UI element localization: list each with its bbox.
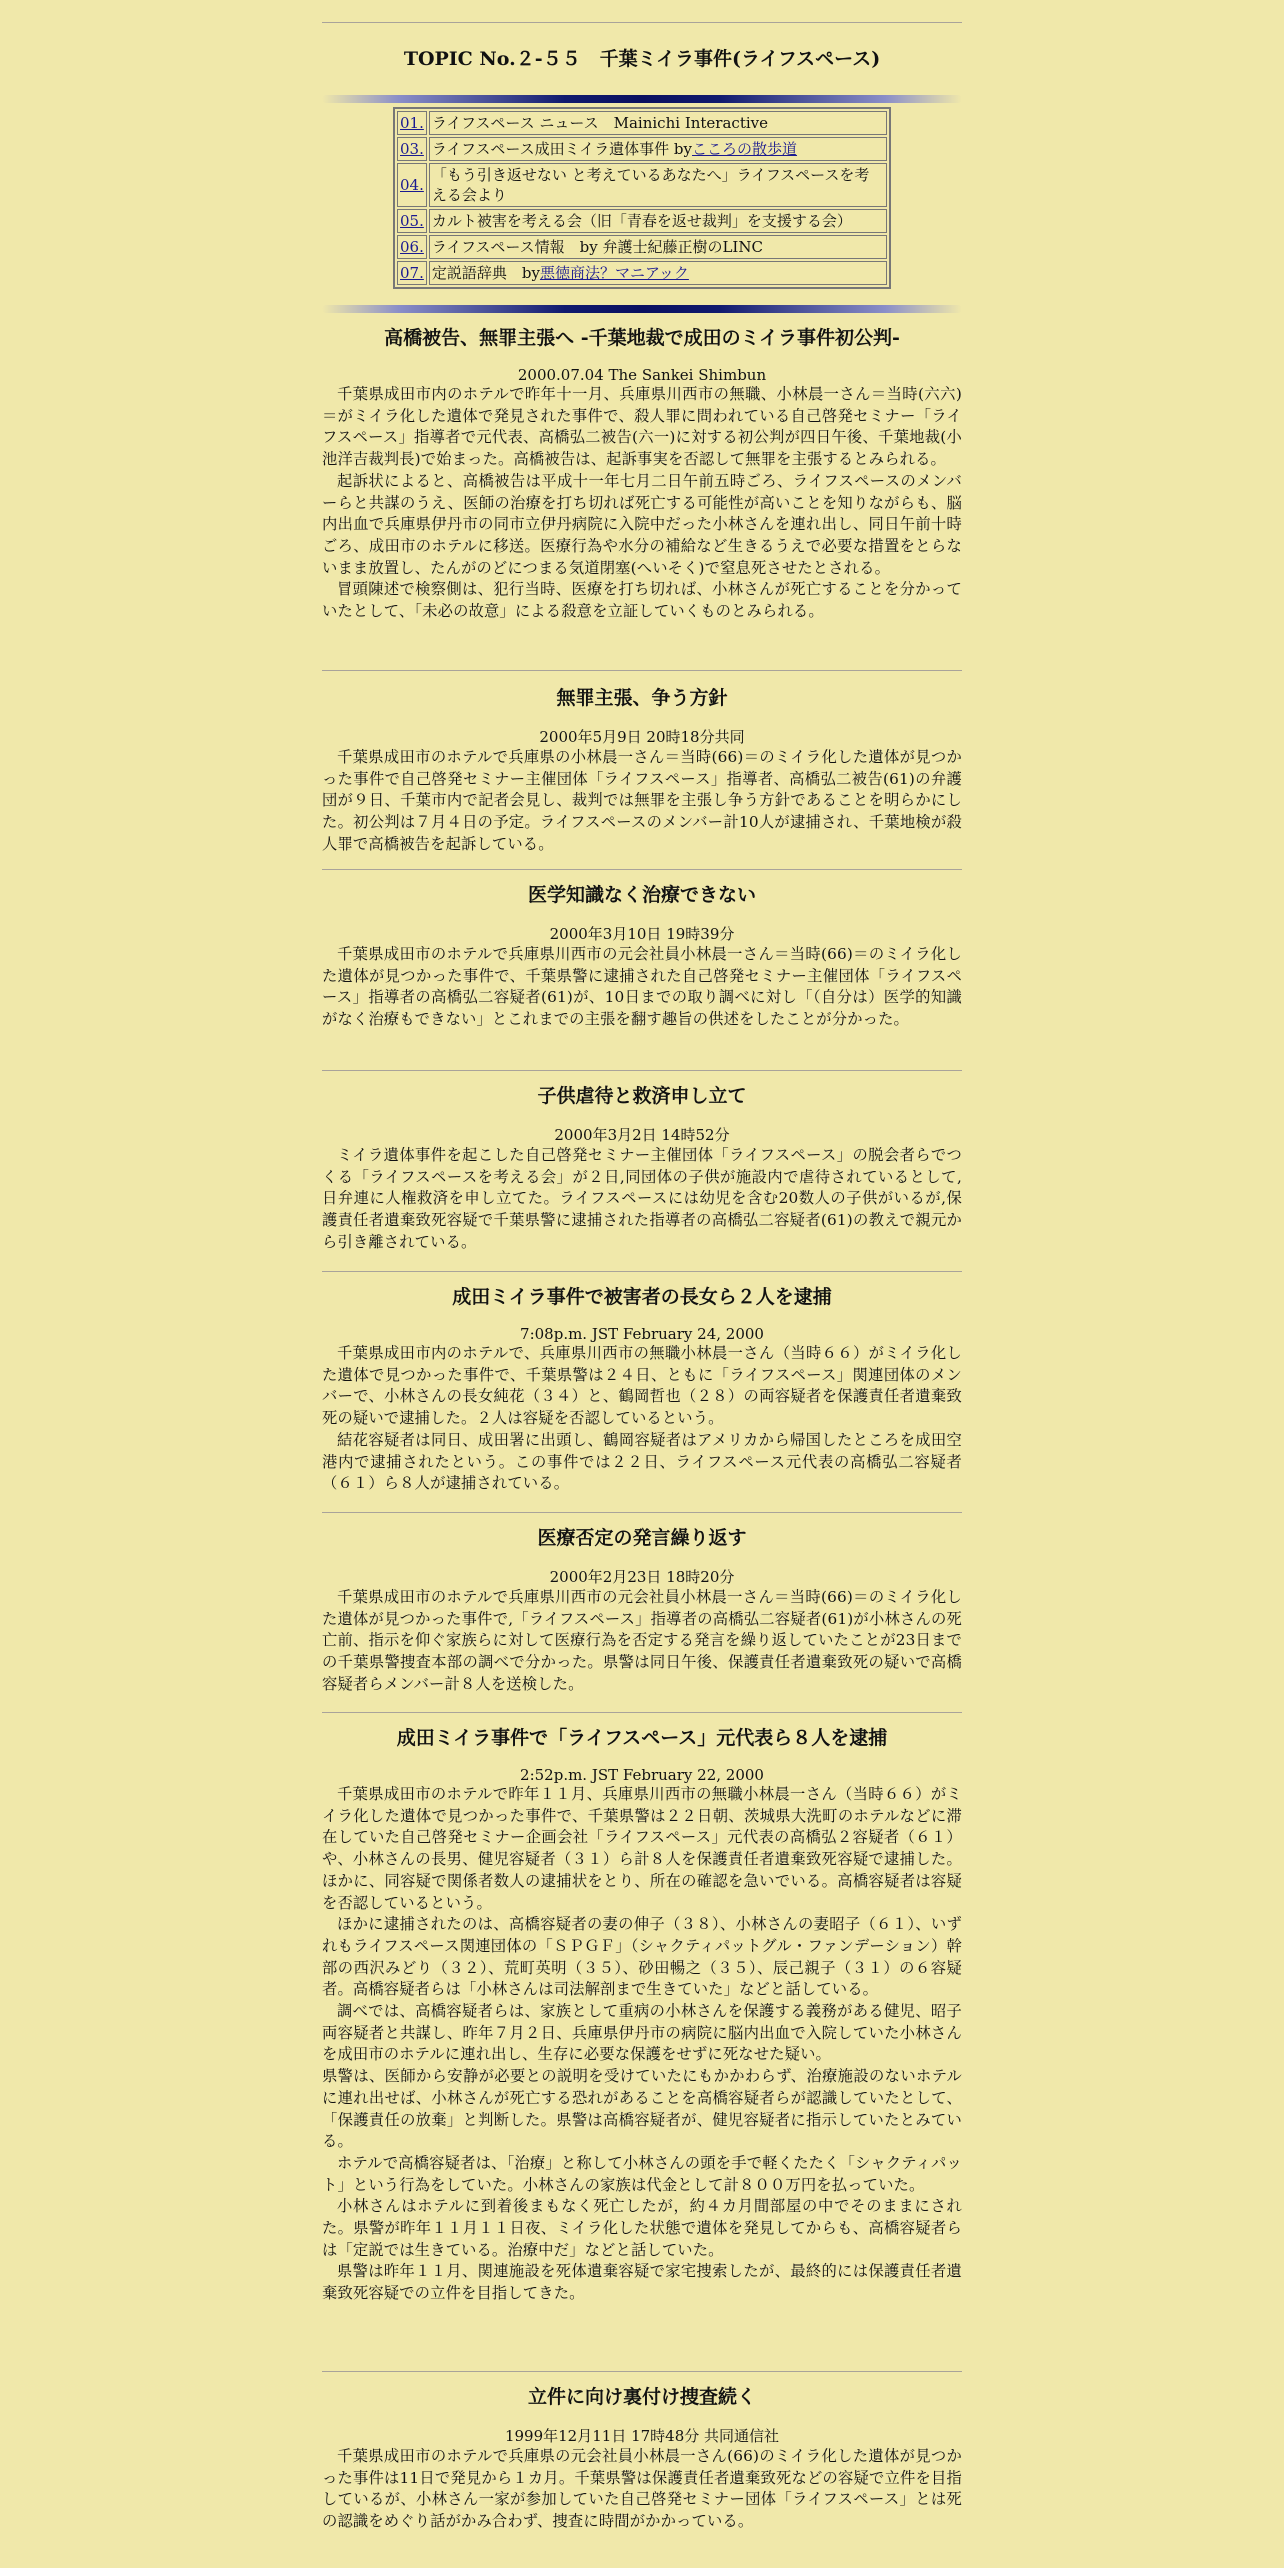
link-row <box>397 235 887 259</box>
article-paragraph: 千葉県成田市内のホテルで昨年十一月、兵庫県川西市の無職、小林晨一さん＝当時(六六)＝がミイラ化した遺体で発見された事件で、殺人罪に問われている自己啓発セミナー「ライフスペース」指導者で元代表、高橋弘二被告(六一)に対する初公判が四日午後、千葉地裁(小池洋吉裁判長)で始まった。高橋被告は、起訴事実を否認して無罪を主張するとみられる。 <box>322 385 962 469</box>
article-paragraph: 調べでは、高橋容疑者らは、家族として重病の小林さんを保護する義務がある健児、昭子両容疑者と共謀し、昨年７月２日、兵庫県伊丹市の病院に脳内出血で入院していた小林さんを成田市のホテルに連れ出し、生存に必要な保護をせずに死なせた疑い。 <box>322 2002 962 2064</box>
link-number[interactable] <box>397 111 427 135</box>
link-text <box>429 261 887 285</box>
link-text <box>429 111 887 135</box>
link-anchor[interactable]: 悪徳商法？マニアック <box>539 264 689 282</box>
link-anchor[interactable]: こころの散歩道 <box>692 140 798 158</box>
article-date: 2000.07.04 The Sankei Shimbun <box>517 366 767 384</box>
link-number[interactable] <box>397 163 427 207</box>
article-date: 2000年2月23日 18時20分 <box>549 1568 735 1586</box>
article-title: 医学知識なく治療できない <box>527 884 756 906</box>
article <box>322 313 962 670</box>
article-paragraph: 県警は昨年１１月、関連施設を死体遺棄容疑で家宅捜索したが、最終的には保護責任者遺棄致死容疑での立件を目指してきた。 <box>322 2262 962 2303</box>
link-number-anchor[interactable]: 03. <box>400 140 424 158</box>
article-title: 医療否定の発言繰り返す <box>537 1527 747 1549</box>
article <box>322 1713 962 2371</box>
article <box>322 1071 962 1271</box>
article-paragraph: 千葉県成田市内のホテルで、兵庫県川西市の無職小林晨一さん（当時６６）がミイラ化した遺体で見つかった事件で、千葉県警は２４日、ともに「ライフスペース」関連団体のメンバーで、小林さんの長女純花（３４）と、鶴岡哲也（２８）の両容疑者を保護責任者遺棄致死の疑いで逮捕した。２人は容疑を否認しているという。 <box>322 1344 962 1428</box>
article-paragraph: ほかに逮捕されたのは、高橋容疑者の妻の伸子（３８）、小林さんの妻昭子（６１）、いずれもライフスペース関連団体の「ＳＰＧＦ」（シャクティパットグル・ファンデーション）幹部の西沢みどり（３２）、荒町英明（３５）、砂田暢之（３５）、辰己親子（３１）の６容疑者。高橋容疑者らは「小林さんは司法解剖まで生きていた」などと話している。 <box>322 1915 962 1999</box>
link-number-anchor[interactable]: 07. <box>400 264 424 282</box>
article-paragraph: 千葉県成田市のホテルで兵庫県の元会社員小林晨一さん(66)のミイラ化した遺体が見つかった事件は11日で発見から１カ月。千葉県警は保護責任者遺棄致死などの容疑で立件を目指しているが、小林さん一家が参加していた自己啓発セミナー団体「ライフスペース」とは死の認識をめぐり話がかみ合わず、捜査に時間がかかっている。 <box>322 2447 962 2531</box>
article-title: 成田ミイラ事件で被害者の長女ら２人を逮捕 <box>452 1286 832 1308</box>
decorative-bar <box>322 95 962 103</box>
page-title: TOPIC No.２-５５ 千葉ミイラ事件(ライフスペース) <box>403 48 881 70</box>
link-number-anchor[interactable]: 01. <box>400 114 424 132</box>
link-label: 定説語辞典 by <box>431 264 540 282</box>
link-number[interactable] <box>397 235 427 259</box>
article-title: 立件に向け裏付け捜査続く <box>527 2386 756 2408</box>
link-row <box>397 111 887 135</box>
article-date: 2:52p.m. JST February 22, 2000 <box>520 1766 764 1784</box>
article-paragraph: 県警は、医師から安静が必要との説明を受けていたにもかかわらず、治療施設のないホテルに連れ出せば、小林さんが死亡する恐れがあることを高橋容疑者らが認識していたとして、「保護責任の放棄」と判断した。県警は高橋容疑者が、健児容疑者に指示していたとみている。 <box>322 2067 962 2151</box>
link-text <box>429 209 887 233</box>
article <box>322 1272 962 1512</box>
article-title: 高橋被告、無罪主張へ -千葉地裁で成田のミイラ事件初公判- <box>384 327 900 349</box>
link-label: 「もう引き返せない と考えているあなたへ」ライフスペースを考える会より <box>431 166 870 204</box>
article-date: 2000年3月2日 14時52分 <box>554 1126 730 1144</box>
article-paragraph: 千葉県成田市のホテルで兵庫県川西市の元会社員小林晨一さん＝当時(66)＝のミイラ化した遺体が見つかった事件で、千葉県警に逮捕された自己啓発セミナー主催団体「ライフスペース」指導者の高橋弘二容疑者(61)が、10日までの取り調べに対し「（自分は）医学的知識がなく治療もできない」とこれまでの主張を翻す趣旨の供述をしたことが分かった。 <box>322 945 962 1029</box>
article-paragraph: 小林さんはホテルに到着後まもなく死亡したが，約４カ月間部屋の中でそのままにされた。県警が昨年１１月１１日夜、ミイラ化した状態で遺体を発見してからも、高橋容疑者らは「定説では生きている。治療中だ」などと話していた。 <box>322 2197 962 2259</box>
article-paragraph: 千葉県成田市のホテルで兵庫県川西市の元会社員小林晨一さん＝当時(66)＝のミイラ化した遺体が見つかった事件で,「ライフスペース」指導者の高橋弘二容疑者(61)が小林さんの死亡前、指示を仰ぐ家族らに対して医療行為を否定する発言を繰り返していたことが23日までの千葉県警捜査本部の調べで分かった。県警は同日午後、保護責任者遺棄致死の疑いで高橋容疑者らメンバー計８人を送検した。 <box>322 1588 962 1693</box>
link-label: ライフスペース成田ミイラ遺体事件 by <box>431 140 693 158</box>
link-label: ライフスペース情報 by 弁護士紀藤正樹のLINC <box>431 238 763 256</box>
article-paragraph: 結花容疑者は同日、成田署に出頭し、鶴岡容疑者はアメリカから帰国したところを成田空港内で逮捕されたという。この事件では２２日、ライフスペース元代表の高橋弘二容疑者（６１）ら８人が逮捕されている。 <box>322 1430 962 1493</box>
article-date: 7:08p.m. JST February 24, 2000 <box>520 1325 764 1343</box>
article-paragraph: ホテルで高橋容疑者は、「治療」と称して小林さんの頭を手で軽くたたく「シャクティパット」という行為をしていた。小林さんの家族は代金として計８００万円を払っていた。 <box>322 2153 962 2194</box>
article <box>322 1513 962 1712</box>
decorative-bar <box>322 305 962 313</box>
link-number[interactable] <box>397 137 427 161</box>
article-paragraph: 起訴状によると、高橋被告は平成十一年七月二日午前五時ごろ、ライフスペースのメンバーらと共謀のうえ、医師の治療を打ち切れば死亡する可能性が高いことを知りながらも、脳内出血で兵庫県伊丹市の同市立伊丹病院に入院中だった小林さんを連れ出し、同日午前十時ごろ、成田市のホテルに移送。医療行為や水分の補給など生きるうえで必要な措置をとらないまま放置し、たんがのどにつまる気道閉塞(へいそく)で窒息死させたとされる。 <box>322 471 962 577</box>
link-number[interactable] <box>397 261 427 285</box>
article-date: 2000年5月9日 20時18分共同 <box>539 728 745 746</box>
article-paragraph: 冒頭陳述で検察側は、犯行当時、医療を打ち切れば、小林さんが死亡することを分かっていたとして、「未必の故意」による殺意を立証していくものとみられる。 <box>322 580 962 621</box>
link-text <box>429 235 887 259</box>
link-text <box>429 163 887 207</box>
article-date: 1999年12月11日 17時48分 共同通信社 <box>504 2427 780 2445</box>
link-row <box>397 261 887 285</box>
article-date: 2000年3月10日 19時39分 <box>549 925 735 943</box>
article-title: 子供虐待と救済申し立て <box>537 1085 747 1107</box>
article <box>322 2372 962 2558</box>
link-text <box>429 137 887 161</box>
article-title: 無罪主張、争う方針 <box>556 687 728 709</box>
article <box>322 870 962 1070</box>
link-number-anchor[interactable]: 05. <box>400 212 424 230</box>
link-number-anchor[interactable]: 06. <box>400 238 424 256</box>
article-title: 成田ミイラ事件で「ライフスペース」元代表ら８人を逮捕 <box>396 1727 888 1749</box>
article <box>322 671 962 869</box>
link-table <box>393 107 891 289</box>
article-paragraph: ミイラ遺体事件を起こした自己啓発セミナー主催団体「ライフスペース」の脱会者らでつくる「ライフスペースを考える会」が２日,同団体の子供が施設内で虐待されているとして,日弁連に人権救済を申し立てた。ライフスペースには幼児を含む20数人の子供がいるが,保護責任者遺棄致死容疑で千葉県警に逮捕された指導者の高橋弘二容疑者(61)の教えで親元から引き離されている。 <box>322 1146 962 1251</box>
page <box>322 0 962 2558</box>
link-number[interactable] <box>397 209 427 233</box>
link-number-anchor[interactable]: 04. <box>400 176 424 194</box>
link-row <box>397 209 887 233</box>
link-row <box>397 137 887 161</box>
article-paragraph: 千葉県成田市のホテルで兵庫県の小林晨一さん＝当時(66)＝のミイラ化した遺体が見つかった事件で自己啓発セミナー主催団体「ライフスペース」指導者、高橋弘二被告(61)の弁護団が９日、千葉市内で記者会見し、裁判では無罪を主張し争う方針であることを明らかにした。初公判は７月４日の予定。ライフスペースのメンバー計10人が逮捕され、千葉地検が殺人罪で高橋被告を起訴している。 <box>322 748 962 853</box>
link-label: ライフスペース ニュース Mainichi Interactive <box>431 114 768 132</box>
article-paragraph: 千葉県成田市のホテルで昨年１１月、兵庫県川西市の無職小林晨一さん（当時６６）がミイラ化した遺体で見つかった事件で、千葉県警は２２日朝、茨城県大洗町のホテルなどに滞在していた自己啓発セミナー企画会社「ライフスペース」元代表の高橋弘２容疑者（６１）や、小林さんの長男、健児容疑者（３１）ら計８人を保護責任者遺棄致死容疑で逮捕した。ほかに、同容疑で関係者数人の逮捕状をとり、所在の確認を急いでいる。高橋容疑者は容疑を否認しているという。 <box>322 1785 962 1912</box>
link-row <box>397 163 887 207</box>
link-label: カルト被害を考える会（旧「青春を返せ裁判」を支援する会） <box>431 212 852 230</box>
